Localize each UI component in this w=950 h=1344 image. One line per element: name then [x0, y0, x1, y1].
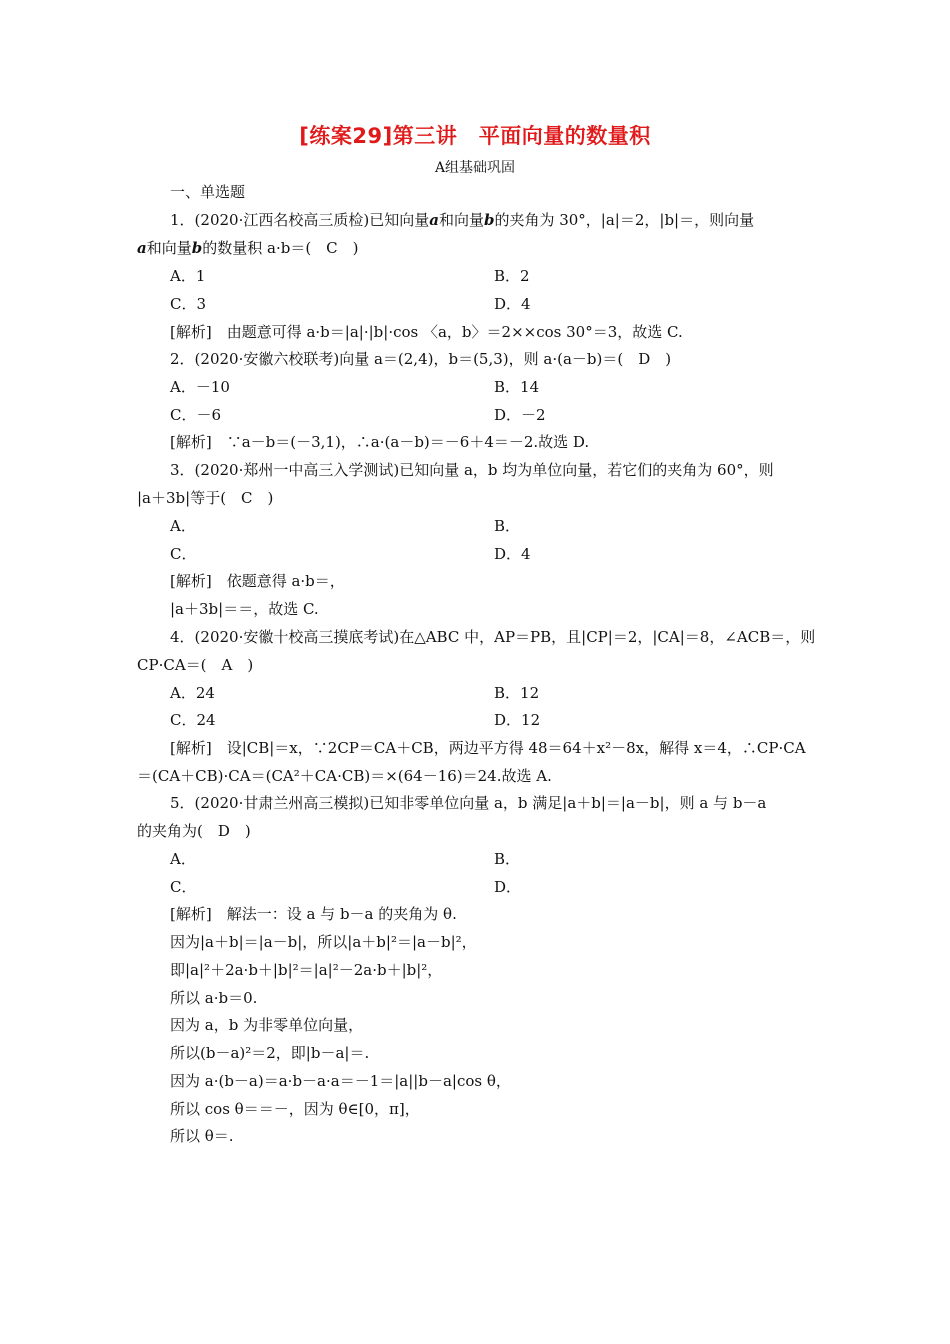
q4-option-c: C．24	[170, 711, 216, 729]
section-heading: 一、单选题	[170, 183, 246, 201]
q5-analysis-step8: 所以 cos θ＝＝－，因为 θ∈[0，π]，	[170, 1100, 420, 1118]
q4-option-a: A．24	[170, 684, 215, 702]
q3-analysis-line1: [解析] 依题意得 a·b＝，	[170, 572, 345, 590]
q5-option-c: C．	[170, 878, 197, 896]
q1-option-d: D．4	[494, 295, 531, 313]
q5-analysis-step6: 所以(b－a)²＝2，即|b－a|＝.	[170, 1044, 370, 1062]
q3-option-d: D．4	[494, 545, 531, 563]
q2-stem: 2．(2020·安徽六校联考)向量 a＝(2,4)，b＝(5,3)，则 a·(a－b)＝( D )	[170, 350, 672, 368]
q2-option-c: C．－6	[170, 406, 222, 424]
q3-option-c: C．	[170, 545, 197, 563]
q1-stem-line2	[137, 238, 359, 258]
q4-option-d: D．12	[494, 711, 541, 729]
q2-analysis: [解析] ∵a－b＝(－3,1)，∴a·(a－b)＝－6＋4＝－2.故选 D.	[170, 433, 590, 451]
q5-analysis-step1: [解析] 解法一：设 a 与 b－a 的夹角为 θ.	[170, 905, 457, 923]
q4-stem-line1: 4．(2020·安徽十校高三摸底考试)在△ABC 中，AP＝PB，且|CP|＝2，|CA|＝8，∠ACB＝，则	[170, 628, 816, 646]
q5-stem-line1: 5．(2020·甘肃兰州高三模拟)已知非零单位向量 a，b 满足|a＋b|＝|a－b|，则 a 与 b－a	[170, 794, 767, 812]
q5-stem-line2: 的夹角为( D )	[137, 822, 251, 840]
q2-option-a: A．－10	[170, 378, 230, 396]
q1-option-c: C．3	[170, 295, 207, 313]
q3-stem-line1: 3．(2020·郑州一中高三入学测试)已知向量 a，b 均为单位向量，若它们的夹角为 60°，则	[170, 461, 774, 479]
q1-line2-tail: 的数量积 a·b＝( C )	[202, 239, 359, 257]
q2-option-b: B．14	[494, 378, 540, 396]
q1-analysis: [解析] 由题意可得 a·b＝|a|·|b|·cos 〈a，b〉＝2××cos 30°＝3，故选 C.	[170, 323, 683, 341]
q5-analysis-step4: 所以 a·b＝0.	[170, 989, 258, 1007]
q4-option-b: B．12	[494, 684, 540, 702]
q5-analysis-step3: 即|a|²＋2a·b＋|b|²＝|a|²－2a·b＋|b|²，	[170, 961, 443, 979]
q3-option-b: B．	[494, 517, 521, 535]
q5-option-b: B．	[494, 850, 521, 868]
q1-stem-line1	[170, 210, 754, 230]
q1-stem-text: 1．(2020·江西名校高三质检)已知向量	[170, 211, 430, 229]
q1-vector-b: b	[483, 211, 495, 229]
q3-option-a: A．	[170, 517, 196, 535]
q3-stem-line2: |a＋3b|等于( C )	[137, 489, 274, 507]
q1-vector-a: a	[429, 211, 439, 229]
page-title: [练案29]第三讲 平面向量的数量积	[299, 124, 651, 148]
q4-analysis-line1: [解析] 设|CB|＝x，∵2CP＝CA＋CB，两边平方得 48＝64＋x²－8x，解得 x＝4，∴CP·CA	[170, 739, 806, 757]
q1-line2-mid: 和向量	[146, 239, 192, 257]
q1-option-a: A．1	[170, 267, 206, 285]
q4-stem-line2: CP·CA＝( A )	[137, 656, 254, 674]
q2-option-d: D．－2	[494, 406, 546, 424]
q5-option-d: D．	[494, 878, 522, 896]
page-subtitle: A组基础巩固	[434, 160, 516, 176]
q5-analysis-step9: 所以 θ＝.	[170, 1127, 234, 1145]
q5-option-a: A．	[170, 850, 196, 868]
q5-analysis-step7: 因为 a·(b－a)＝a·b－a·a＝－1＝|a||b－a|cos θ，	[170, 1072, 511, 1090]
q3-analysis-line2: |a＋3b|＝＝，故选 C.	[170, 600, 319, 618]
q1-vector-b2: b	[191, 239, 203, 257]
q4-analysis-line2: ＝(CA＋CB)·CA＝(CA²＋CA·CB)＝×(64－16)＝24.故选 A.	[137, 767, 552, 785]
q5-analysis-step5: 因为 a，b 为非零单位向量，	[170, 1016, 364, 1034]
q1-vector-a2: a	[137, 239, 147, 257]
q1-stem-mid: 和向量	[438, 211, 484, 229]
q1-stem-tail: 的夹角为 30°，|a|＝2，|b|＝，则向量	[494, 211, 755, 229]
q5-analysis-step2: 因为|a＋b|＝|a－b|，所以|a＋b|²＝|a－b|²，	[170, 933, 477, 951]
q1-option-b: B．2	[494, 267, 530, 285]
